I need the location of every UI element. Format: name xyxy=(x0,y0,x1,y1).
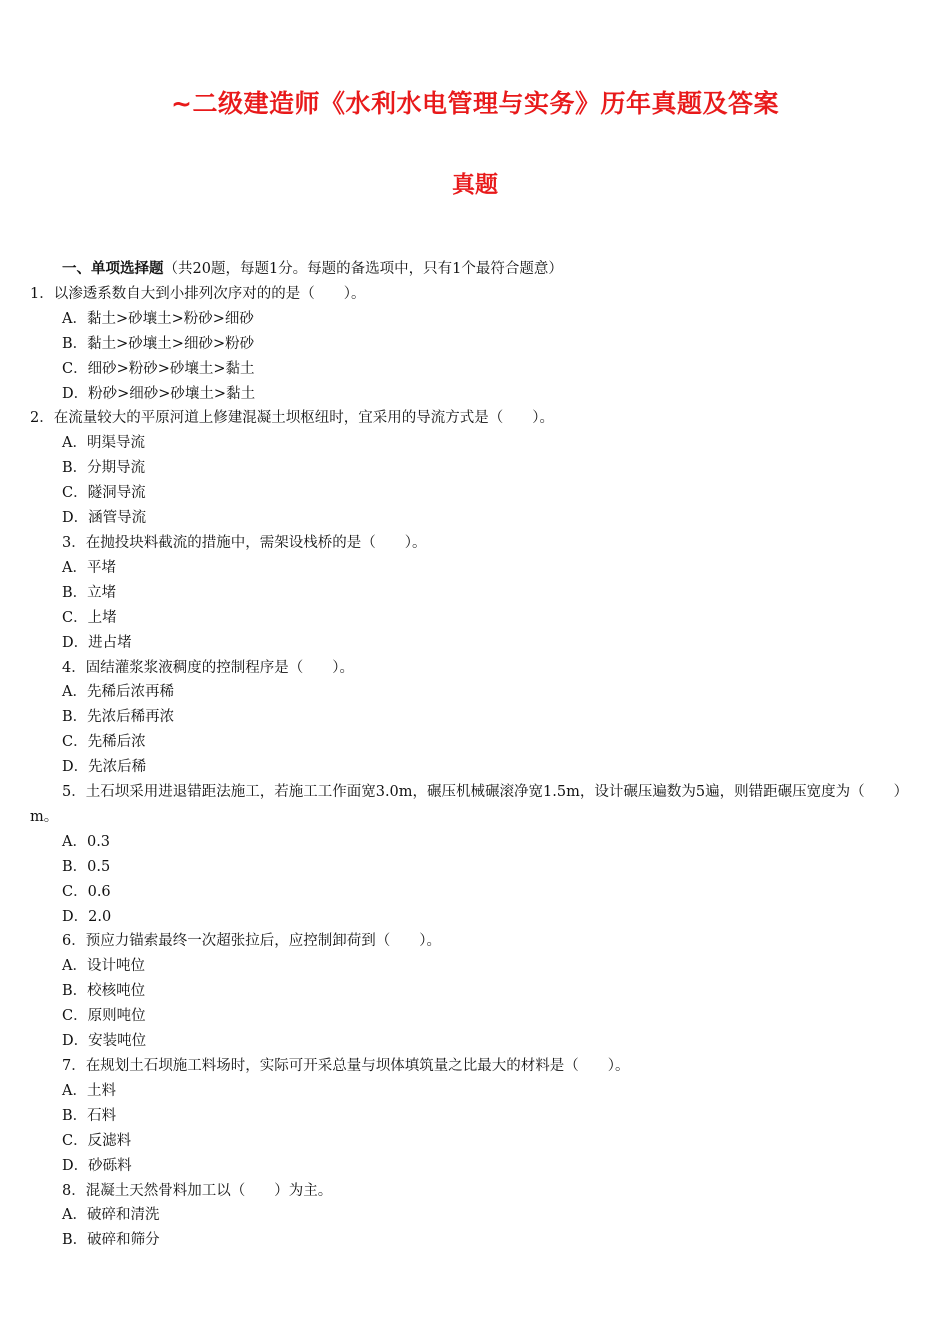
page-title: ~二级建造师《水利水电管理与实务》历年真题及答案 xyxy=(171,89,779,118)
exam-content xyxy=(30,257,920,1253)
answer-option: C．原则吨位 xyxy=(62,1008,146,1025)
answer-option: A．先稀后浓再稀 xyxy=(62,684,174,701)
section-note: （共20题，每题1分。每题的备选项中，只有1个最符合题意） xyxy=(163,261,563,277)
question-text: 8．混凝土天然骨料加工以（ ）为主。 xyxy=(62,1182,333,1199)
answer-option: B．分期导流 xyxy=(62,460,146,477)
answer-option: B．0.5 xyxy=(62,858,111,875)
question-text: 5．土石坝采用进退错距法施工，若施工工作面宽3.0m，碾压机械碾滚净宽1.5m，设计碾压遍数为5遍，则错距碾压宽度为（ ）m。 xyxy=(30,784,909,825)
answer-option: C．反滤料 xyxy=(62,1132,132,1149)
answer-option: C．隧洞导流 xyxy=(62,485,146,502)
answer-option: D．涵管导流 xyxy=(62,510,147,527)
answer-option: A．破碎和清洗 xyxy=(62,1207,160,1224)
question-text: 3．在抛投块料截流的措施中，需架设栈桥的是（ ）。 xyxy=(62,534,427,551)
answer-option: C．0.6 xyxy=(62,883,111,900)
answer-option: C．先稀后浓 xyxy=(62,734,146,751)
answer-option: A．黏土>砂壤土>粉砂>细砂 xyxy=(62,310,254,327)
answer-option: A．0.3 xyxy=(62,833,111,850)
question-text: 6．预应力锚索最终一次超张拉后，应控制卸荷到（ ）。 xyxy=(62,933,441,950)
answer-option: A．平堵 xyxy=(62,559,116,576)
section-heading xyxy=(30,257,920,282)
question-text: 2．在流量较大的平原河道上修建混凝土坝枢纽时，宜采用的导流方式是（ ）。 xyxy=(30,410,554,427)
answer-option: D．粉砂>细砂>砂壤土>黏土 xyxy=(62,385,256,402)
answer-option: D．砂砾料 xyxy=(62,1157,132,1174)
answer-option: A．明渠导流 xyxy=(62,435,145,452)
answer-option: C．上堵 xyxy=(62,609,117,626)
page-subtitle: 真题 xyxy=(452,172,498,198)
question-text: 1．以渗透系数自大到小排列次序对的的是（ ）。 xyxy=(30,285,366,302)
section-title: 一、单项选择题 xyxy=(62,261,164,277)
answer-option: A．设计吨位 xyxy=(62,958,145,975)
answer-option: C．细砂>粉砂>砂壤土>黏土 xyxy=(62,360,255,377)
question-text: 7．在规划土石坝施工料场时，实际可开采总量与坝体填筑量之比最大的材料是（ ）。 xyxy=(62,1058,630,1074)
answer-option: D．2.0 xyxy=(62,908,112,925)
answer-option: B．先浓后稀再浓 xyxy=(62,709,175,726)
question-text: 4．固结灌浆浆液稠度的控制程序是（ ）。 xyxy=(62,659,354,676)
answer-option: D．进占堵 xyxy=(62,634,132,651)
answer-option: D．先浓后稀 xyxy=(62,759,147,776)
answer-option: B．校核吨位 xyxy=(62,983,146,1000)
answer-option: A．土料 xyxy=(62,1082,116,1099)
answer-option: D．安装吨位 xyxy=(62,1033,147,1050)
answer-option: B．石料 xyxy=(62,1107,117,1124)
answer-option: B．立堵 xyxy=(62,584,117,601)
answer-option: B．黏土>砂壤土>细砂>粉砂 xyxy=(62,335,255,352)
answer-option: B．破碎和筛分 xyxy=(62,1232,160,1249)
